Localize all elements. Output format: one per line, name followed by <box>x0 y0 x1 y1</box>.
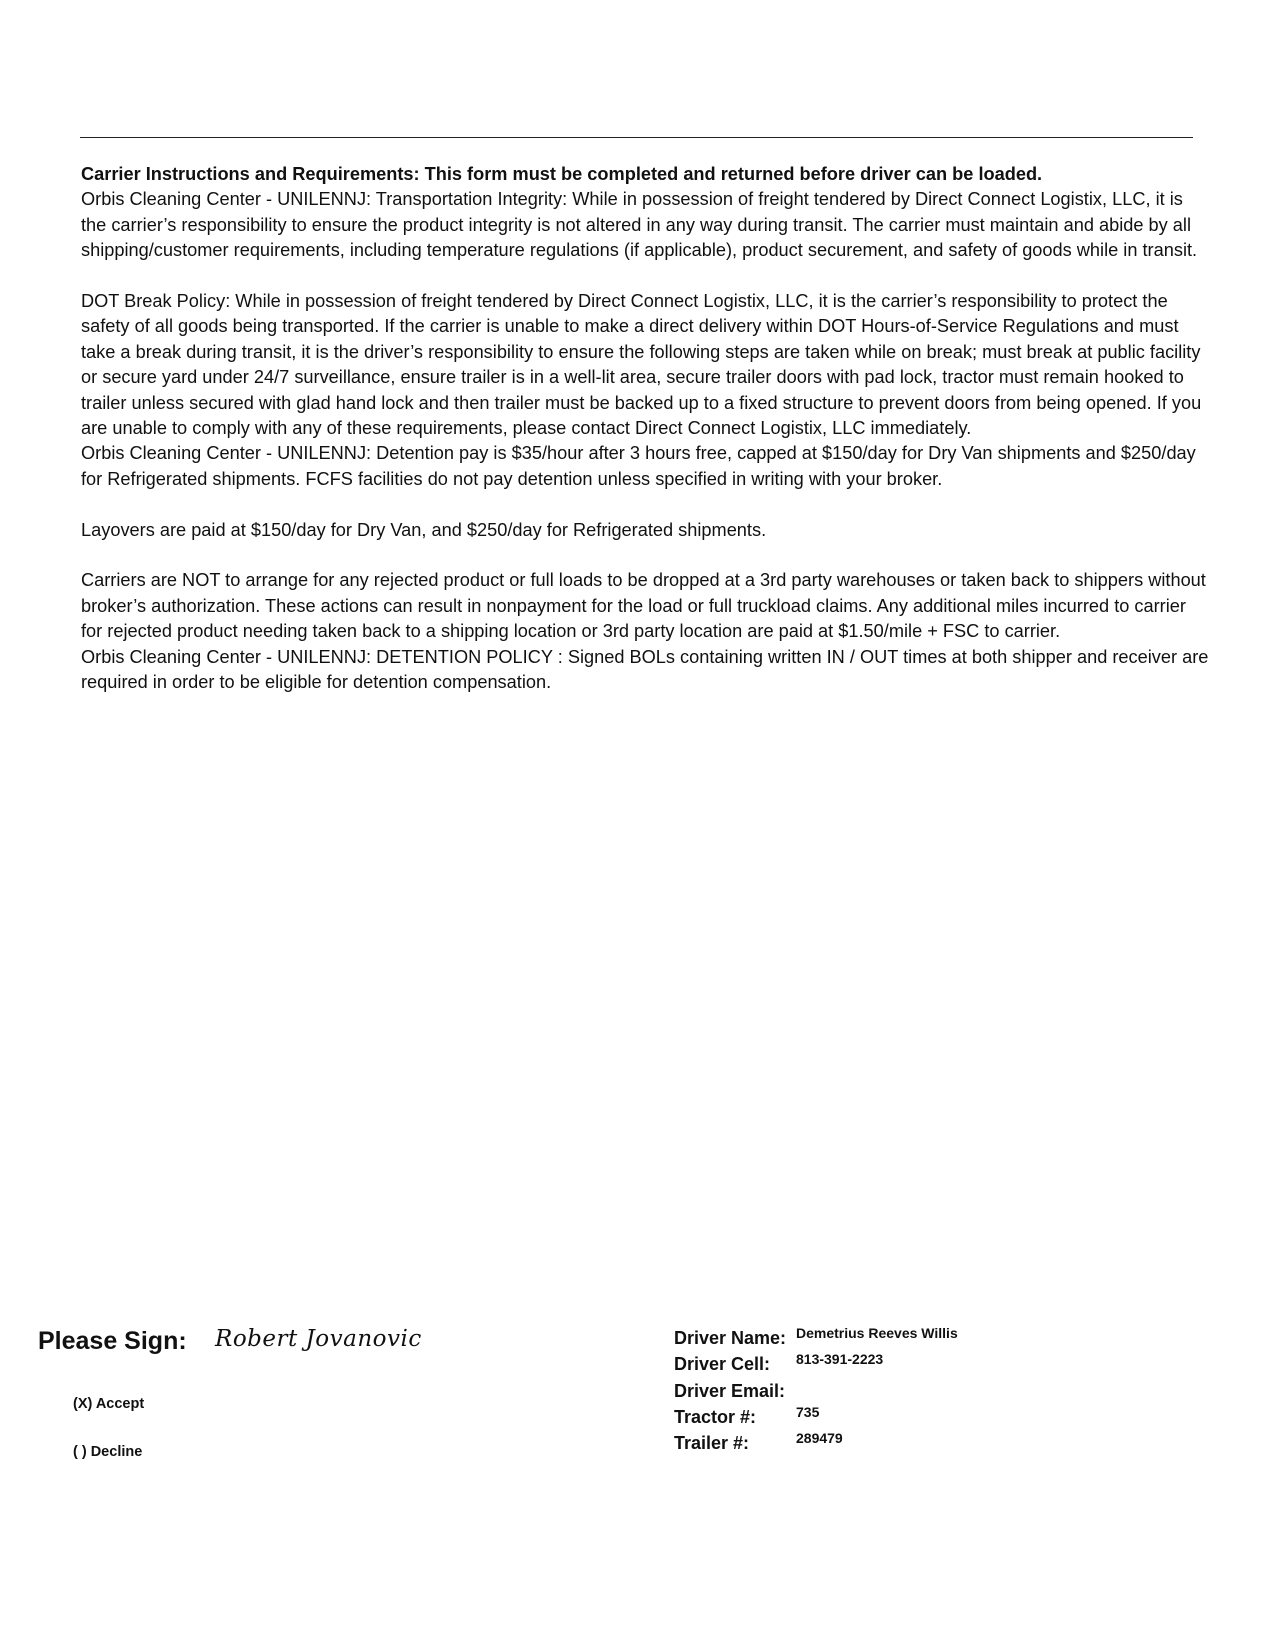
please-sign-label: Please Sign: <box>38 1327 187 1355</box>
tractor-label: Tractor #: <box>674 1406 757 1427</box>
driver-name-value[interactable]: Demetrius Reeves Willis <box>796 1325 958 1341</box>
accept-option[interactable]: (X) Accept <box>73 1396 145 1412</box>
transportation-integrity-paragraph: Orbis Cleaning Center - UNILENNJ: Transportation Integrity: While in possession of freight tendered by Direct Connect Logistix, LLC, it is the carrier’s responsibility to ensure the product integrity is not altered in any way during transit. The carrier must maintain and abide by all shipping/customer requirements, including temperature regulations (if applicable), product securement, and safety of goods while in transit. <box>81 189 1198 261</box>
detention-policy-paragraph: Orbis Cleaning Center - UNILENNJ: DETENTION POLICY : Signed BOLs containing written IN / OUT times at both shipper and receiver are required in order to be eligible for detention compensation. <box>81 646 1209 693</box>
header-divider <box>80 137 1193 138</box>
dot-break-policy-paragraph: DOT Break Policy: While in possession of freight tendered by Direct Connect Logistix, LLC, it is the carrier’s responsibility to protect the safety of all goods being transported. If the carrier is unable to make a direct delivery within DOT Hours-of-Service Regulations and must take a break during transit, it is the driver’s responsibility to ensure the following steps are taken while on break; must break at public facility or secure yard under 24/7 surveillance, ensure trailer is in a well-lit area, secure trailer doors with pad lock, tractor must remain hooked to trailer unless secured with glad hand lock and then trailer must be backed up to a fixed structure to prevent doors from being opened. If you are unable to comply with any of these requirements, please contact Direct Connect Logistix, LLC immediately. <box>81 291 1202 439</box>
driver-name-label: Driver Name: <box>674 1328 787 1348</box>
driver-cell-value[interactable]: 813-391-2223 <box>796 1351 884 1368</box>
tractor-value[interactable]: 735 <box>796 1403 820 1420</box>
rejected-product-paragraph: Carriers are NOT to arrange for any rejected product or full loads to be dropped at a 3rd party warehouses or taken back to shippers without broker’s authorization. These actions can result in nonpayment for the load or full truckload claims. Any additional miles incurred to carrier for rejected product needing taken back to a shipping location or 3rd party location are paid at $1.50/mile + FSC to carrier. <box>81 570 1206 642</box>
signature-field[interactable]: Robert Jovanovic <box>215 1326 422 1352</box>
detention-pay-paragraph: Orbis Cleaning Center - UNILENNJ: Detention pay is $35/hour after 3 hours free, capped at $150/day for Dry Van shipments and $250/day for Refrigerated shipments. FCFS facilities do not pay detention unless specified in writing with your broker. <box>81 443 1196 489</box>
trailer-label: Trailer #: <box>674 1433 750 1454</box>
trailer-value[interactable]: 289479 <box>796 1430 843 1447</box>
driver-email-label: Driver Email: <box>674 1380 786 1401</box>
driver-cell-label: Driver Cell: <box>674 1354 771 1375</box>
carrier-instructions <box>81 162 1211 695</box>
layovers-paragraph: Layovers are paid at $150/day for Dry Van, and $250/day for Refrigerated shipments. <box>81 519 767 540</box>
decline-option[interactable]: ( ) Decline <box>73 1444 143 1460</box>
instructions-heading: Carrier Instructions and Requirements: This form must be completed and returned before driver can be loaded. <box>81 164 1043 184</box>
